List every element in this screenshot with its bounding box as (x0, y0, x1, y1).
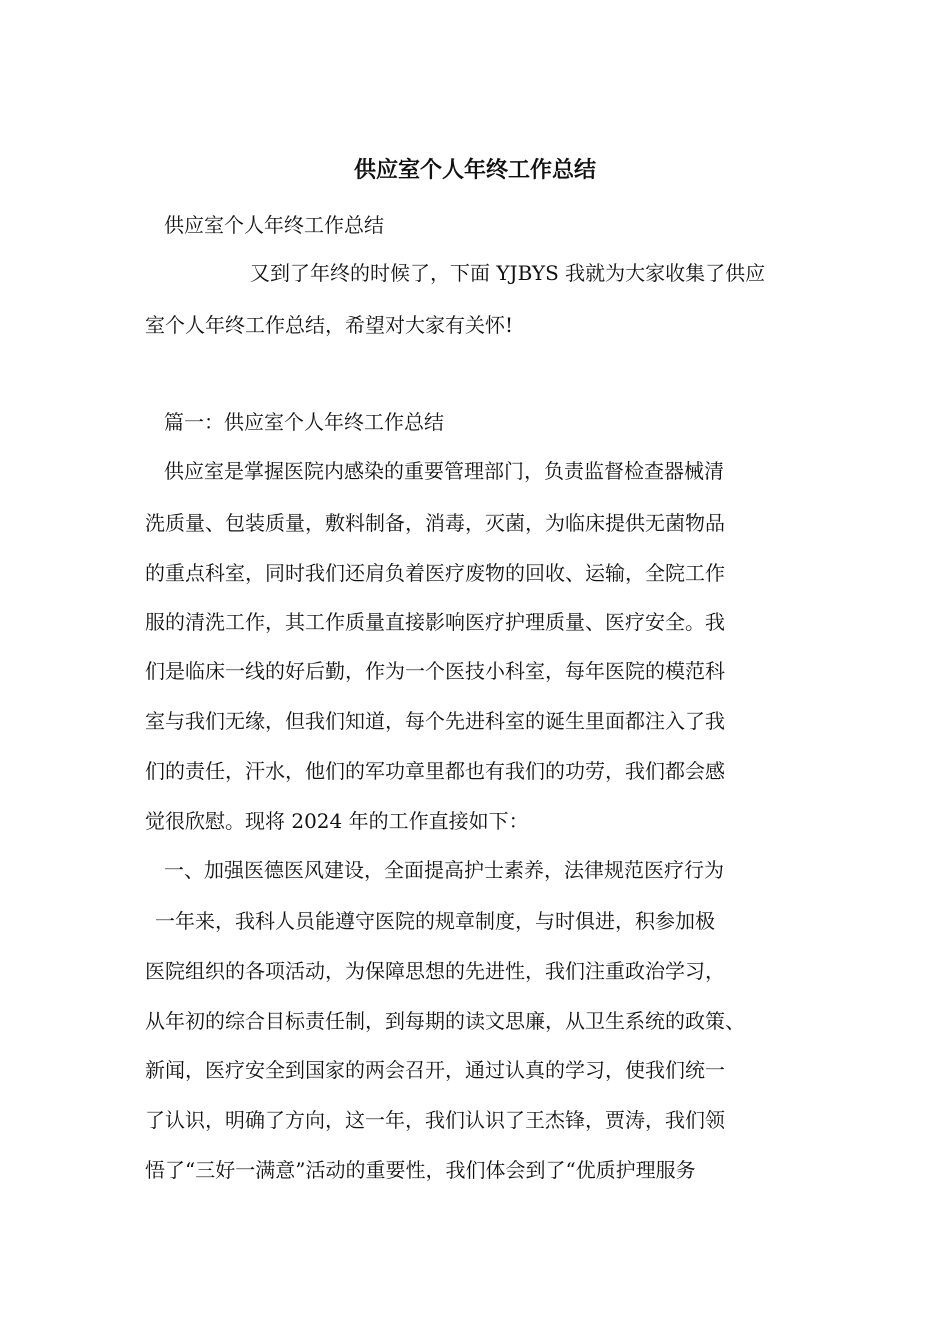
document-title: 供应室个人年终工作总结 (353, 157, 596, 183)
paragraph-line: 悟了“三好一满意”活动的重要性，我们体会到了“优质护理服务 (145, 1158, 696, 1182)
paragraph-line: 觉很欣慰。现将 2024 年的工作直接如下： (145, 809, 529, 833)
section-heading: 篇一：供应室个人年终工作总结 (164, 410, 444, 434)
paragraph-line: 一年来，我科人员能遵守医院的规章制度，与时俱进，积参加极 (155, 909, 715, 933)
paragraph-line: 从年初的综合目标责任制，到每期的读文思廉，从卫生系统的政策、 (145, 1009, 745, 1033)
paragraph-line: 们的责任，汗水，他们的军功章里都也有我们的功劳，我们都会感 (145, 759, 725, 783)
paragraph-line: 洗质量、包装质量，敷料制备，消毒，灭菌，为临床提供无菌物品 (145, 511, 725, 535)
paragraph-line: 供应室是掌握医院内感染的重要管理部门，负责监督检查器械清 (164, 459, 724, 483)
paragraph-line: 室个人年终工作总结，希望对大家有关怀! (145, 313, 514, 337)
subtitle-line: 供应室个人年终工作总结 (164, 213, 384, 237)
paragraph-line: 又到了年终的时候了，下面 YJBYS 我就为大家收集了供应 (250, 261, 766, 285)
section-heading: 一、加强医德医风建设，全面提高护士素养，法律规范医疗行为 (164, 858, 724, 882)
paragraph-line: 新闻，医疗安全到国家的两会召开，通过认真的学习，使我们统一 (145, 1058, 725, 1082)
paragraph-line: 们是临床一线的好后勤，作为一个医技小科室，每年医院的模范科 (145, 659, 725, 683)
paragraph-line: 医院组织的各项活动，为保障思想的先进性，我们注重政治学习， (145, 959, 725, 983)
paragraph-line: 了认识，明确了方向，这一年，我们认识了王杰锋，贾涛，我们领 (145, 1108, 725, 1132)
paragraph-line: 服的清洗工作，其工作质量直接影响医疗护理质量、医疗安全。我 (145, 610, 725, 634)
paragraph-line: 的重点科室，同时我们还肩负着医疗废物的回收、运输，全院工作 (145, 561, 725, 585)
paragraph-line: 室与我们无缘，但我们知道，每个先进科室的诞生里面都注入了我 (145, 709, 725, 733)
